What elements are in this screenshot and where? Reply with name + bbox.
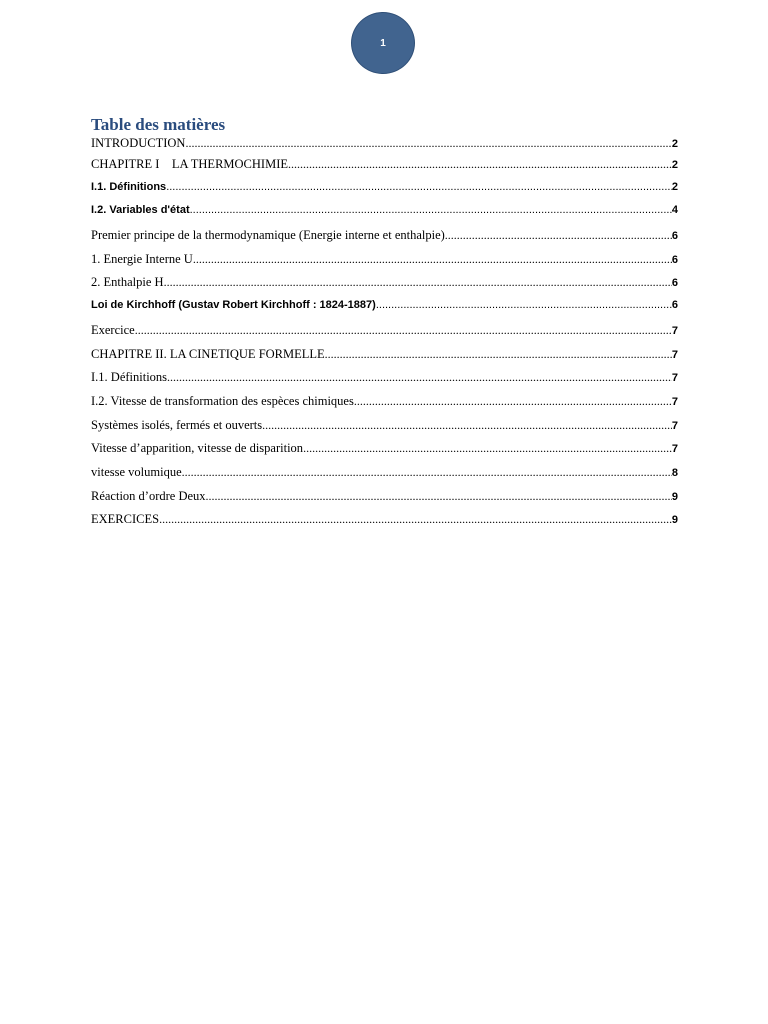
dot-leader	[182, 465, 672, 480]
toc-entry-label: Exercice	[91, 322, 135, 337]
toc-entry-label: I.1. Définitions	[91, 370, 168, 385]
dot-leader	[159, 512, 672, 527]
toc-entry-page: 6	[671, 253, 678, 266]
toc-entry-page: 2	[671, 159, 678, 171]
toc-entry-label: Loi de Kirchhoff (Gustav Robert Kirchhoff : 1824-1887)	[91, 299, 376, 312]
toc-entry-page: 8	[671, 466, 678, 479]
toc-entry-page: 7	[671, 324, 678, 337]
toc-entry-page: 6	[671, 299, 678, 312]
toc-entry-page: 7	[671, 348, 678, 361]
toc-entry-page: 9	[671, 490, 678, 503]
toc-entry-chapitre-2[interactable]	[91, 347, 678, 371]
dot-leader	[445, 228, 672, 243]
dot-leader	[167, 370, 672, 385]
dot-leader	[135, 323, 672, 338]
toc-entry-reaction-ordre-deux[interactable]	[91, 489, 678, 513]
toc-entry-label: Systèmes isolés, fermés et ouverts	[91, 417, 263, 432]
toc-entry-label: Premier principe de la thermodynamique (Energie interne et enthalpie)	[91, 228, 445, 243]
toc-entry-label: 2. Enthalpie H	[91, 275, 164, 290]
dot-leader	[354, 394, 672, 409]
page-number-badge	[351, 12, 415, 74]
toc-entry-label: Vitesse d’apparition, vitesse de disparition	[91, 441, 304, 456]
toc-entry-label: Réaction d’ordre Deux	[91, 488, 206, 503]
toc-entry-loi-kirchhoff[interactable]	[91, 299, 678, 323]
toc-entry-page: 4	[671, 204, 678, 217]
toc-entry-page: 2	[671, 138, 678, 150]
toc-entry-page: 9	[671, 514, 678, 527]
toc-entry-page: 7	[671, 395, 678, 408]
toc-entry-exercice[interactable]	[91, 323, 678, 347]
toc-entry-introduction[interactable]	[91, 136, 678, 157]
toc-entry-premier-principe[interactable]	[91, 228, 678, 252]
toc-entry-page: 6	[671, 230, 678, 243]
toc-entry-label: EXERCICES	[91, 512, 160, 527]
toc-entry-page: 2	[671, 180, 678, 193]
dot-leader	[190, 204, 672, 216]
toc-entry-definitions-2[interactable]	[91, 370, 678, 394]
toc-entry-page: 7	[671, 443, 678, 456]
dot-leader	[166, 181, 672, 193]
toc-entry-label: 1. Energie Interne U	[91, 251, 193, 266]
toc-entry-page: 7	[671, 372, 678, 385]
toc-entry-page: 7	[671, 419, 678, 432]
toc-entry-label: I.1. Définitions	[91, 180, 167, 193]
toc-entry-label: CHAPITRE I LA THERMOCHIMIE	[91, 157, 288, 171]
table-of-contents	[91, 114, 678, 536]
dot-leader	[376, 299, 672, 311]
toc-entry-label: CHAPITRE II. LA CINETIQUE FORMELLE	[91, 346, 325, 361]
dot-leader	[206, 489, 672, 504]
toc-entry-vitesse-transformation[interactable]	[91, 394, 678, 418]
toc-entry-energie-interne[interactable]	[91, 252, 678, 276]
dot-leader	[303, 441, 672, 456]
dot-leader	[164, 275, 672, 290]
toc-entry-label: INTRODUCTION	[91, 136, 186, 150]
toc-entry-chapitre-1[interactable]	[91, 157, 678, 181]
toc-entry-label: I.2. Variables d'état	[91, 204, 190, 217]
toc-title: Table des matières	[91, 115, 226, 134]
toc-entry-exercices[interactable]	[91, 512, 678, 536]
dot-leader	[185, 136, 671, 151]
toc-entry-label: I.2. Vitesse de transformation des espèces chimiques	[91, 393, 354, 408]
toc-entry-systemes[interactable]	[91, 418, 678, 442]
dot-leader	[288, 157, 672, 172]
toc-entry-page: 6	[671, 277, 678, 290]
toc-entry-enthalpie[interactable]	[91, 275, 678, 299]
toc-entry-vitesse-volumique[interactable]	[91, 465, 678, 489]
dot-leader	[325, 347, 672, 362]
toc-entry-label: vitesse volumique	[91, 464, 182, 479]
toc-list	[91, 136, 678, 536]
dot-leader	[262, 418, 672, 433]
toc-entry-vitesse-apparition[interactable]	[91, 441, 678, 465]
dot-leader	[193, 252, 672, 267]
toc-entry-definitions[interactable]	[91, 181, 678, 205]
toc-entry-variables-etat[interactable]	[91, 204, 678, 228]
page-number: 1	[380, 37, 386, 49]
